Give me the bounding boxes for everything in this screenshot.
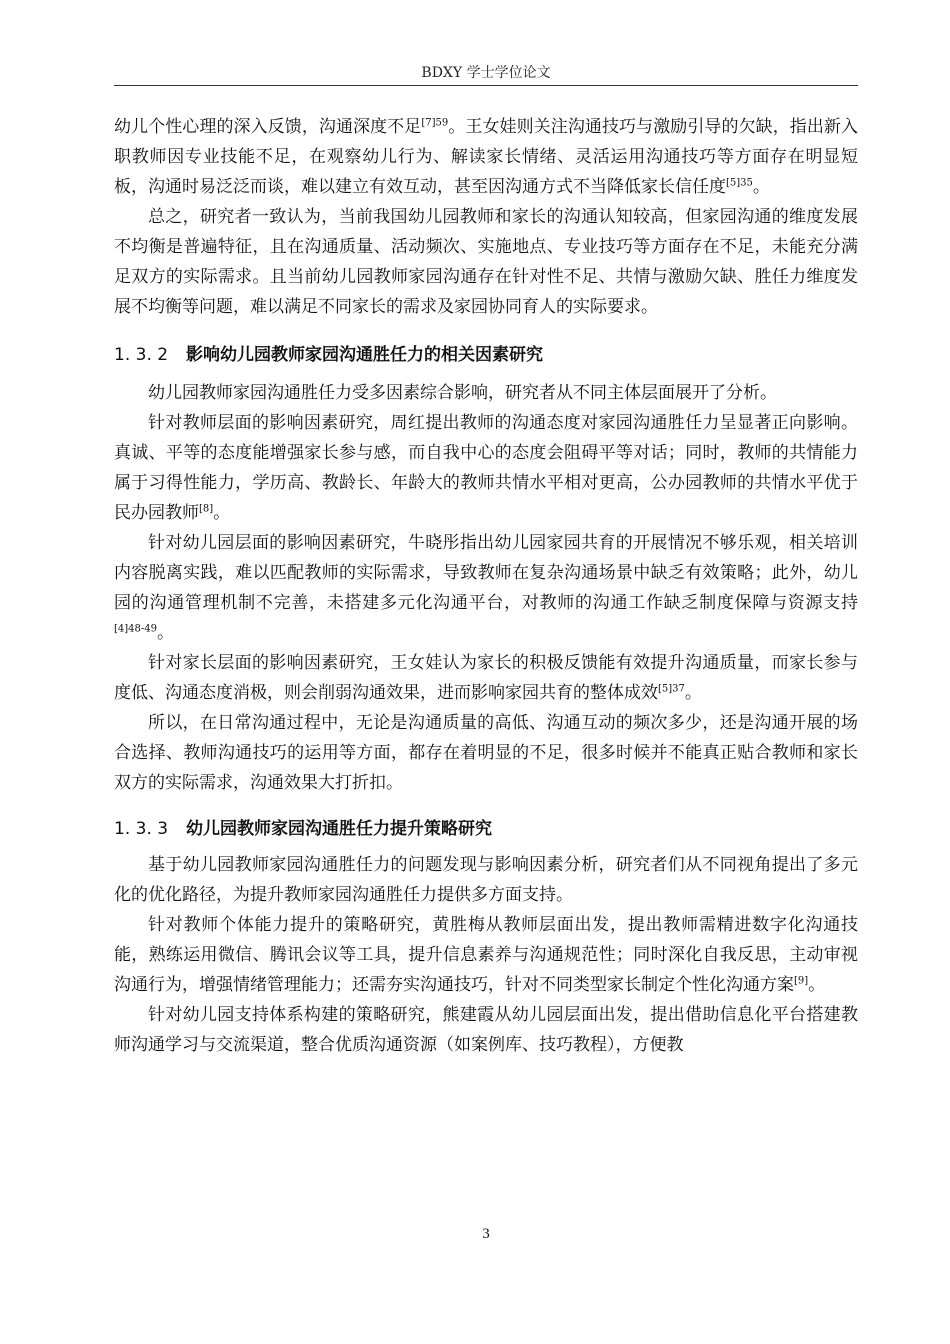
- citation: [9]: [794, 975, 809, 987]
- section-number: 1. 3. 3: [114, 819, 169, 839]
- paragraph: 针对家长层面的影响因素研究，王女娃认为家长的积极反馈能有效提升沟通质量，而家长参与度低、沟通态度消极，则会削弱沟通效果，进而影响家园共育的整体成效$^{[5]37}$。: [114, 653, 858, 703]
- section-title: 幼儿园教师家园沟通胜任力提升策略研究: [186, 819, 492, 839]
- running-header: BDXY 学士学位论文: [421, 65, 551, 81]
- paragraph: 所以，在日常沟通过程中，无论是沟通质量的高低、沟通互动的频次多少，还是沟通开展的场合选择、教师沟通技巧的运用等方面，都存在着明显的不足，很多时候并不能真正贴合教师和家长双方的实际需求，沟通效果大打折扣。: [114, 713, 858, 793]
- citation: [4]48-49: [114, 623, 157, 635]
- section-heading-1-3-2: [114, 340, 858, 370]
- paragraph: 针对幼儿园层面的影响因素研究，牛晓彤指出幼儿园家园共育的开展情况不够乐观，相关培训内容脱离实践，难以匹配教师的实际需求，导致教师在复杂沟通场景中缺乏有效策略；此外，幼儿园的沟通管理机制不完善，未搭建多元化沟通平台，对教师的沟通工作缺乏制度保障与资源支持$^{[4]48-49}$。: [114, 533, 858, 643]
- body-text: [114, 112, 858, 1060]
- citation: [5]37: [658, 683, 685, 695]
- paragraph: 幼儿个性心理的深入反馈，沟通深度不足$^{[7]59}$。王女娃则关注沟通技巧与激励引导的欠缺，指出新入职教师因专业技能不足，在观察幼儿行为、解读家长情绪、灵活运用沟通技巧等方面存在明显短板，沟通时易泛泛而谈，难以建立有效互动，甚至因沟通方式不当降低家长信任度$^{[5]35}$。: [114, 117, 859, 197]
- citation: [7]59: [421, 117, 449, 129]
- section-number: 1. 3. 2: [114, 345, 169, 365]
- section-title: 影响幼儿园教师家园沟通胜任力的相关因素研究: [186, 345, 543, 365]
- citation: [8]: [199, 503, 214, 515]
- paragraph: 针对教师个体能力提升的策略研究，黄胜梅从教师层面出发，提出教师需精进数字化沟通技能，熟练运用微信、腾讯会议等工具，提升信息素养与沟通规范性；同时深化自我反思，主动审视沟通行为，增强情绪管理能力；还需夯实沟通技巧，针对不同类型家长制定个性化沟通方案[9]。: [114, 915, 858, 995]
- paragraph: 针对幼儿园支持体系构建的策略研究，熊建霞从幼儿园层面出发，提出借助信息化平台搭建教师沟通学习与交流渠道，整合优质沟通资源（如案例库、技巧教程），方便教: [114, 1005, 858, 1055]
- section-heading-1-3-3: [114, 814, 858, 844]
- page-number: 3: [482, 1226, 490, 1242]
- citation: [5]35: [726, 177, 753, 189]
- paragraph: 幼儿园教师家园沟通胜任力受多因素综合影响，研究者从不同主体层面展开了分析。: [148, 383, 777, 403]
- paragraph: 针对教师层面的影响因素研究，周红提出教师的沟通态度对家园沟通胜任力呈显著正向影响。真诚、平等的态度能增强家长参与感，而自我中心的态度会阻碍平等对话；同时，教师的共情能力属于习得性能力，学历高、教龄长、年龄大的教师共情水平相对更高，公办园教师的共情水平优于民办园教师[8]。: [114, 413, 858, 523]
- paragraph: 总之，研究者一致认为，当前我国幼儿园教师和家长的沟通认知较高，但家园沟通的维度发展不均衡是普遍特征，且在沟通质量、活动频次、实施地点、专业技巧等方面存在不足，未能充分满足双方的实际需求。且当前幼儿园教师家园沟通存在针对性不足、共情与激励欠缺、胜任力维度发展不均衡等问题，难以满足不同家长的需求及家园协同育人的实际要求。: [114, 207, 858, 317]
- header-divider: [114, 85, 858, 86]
- paragraph: 基于幼儿园教师家园沟通胜任力的问题发现与影响因素分析，研究者们从不同视角提出了多元化的优化路径，为提升教师家园沟通胜任力提供多方面支持。: [114, 855, 858, 905]
